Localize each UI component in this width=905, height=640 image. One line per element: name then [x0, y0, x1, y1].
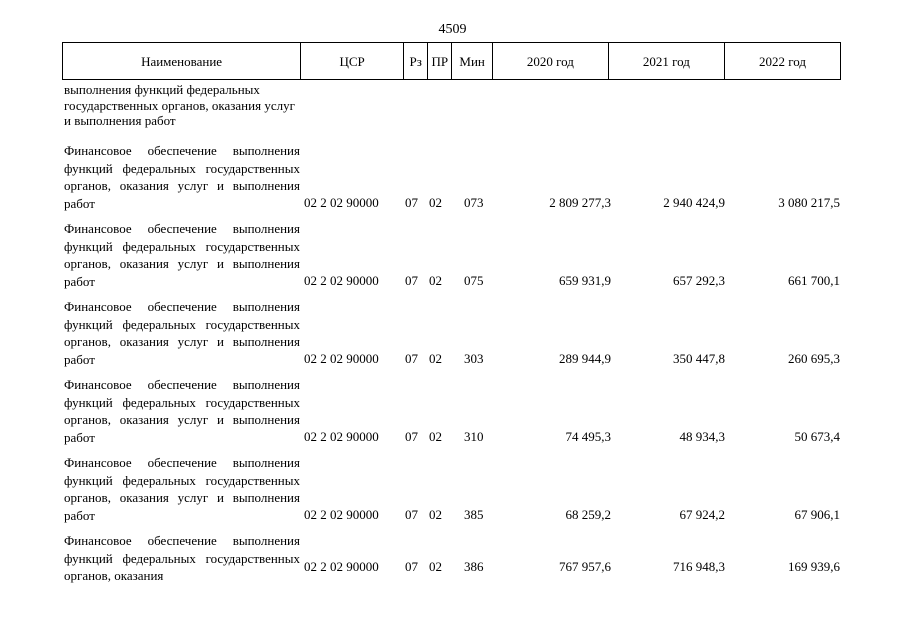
header-year-2022: 2022 год — [724, 43, 840, 80]
header-csr: ЦСР — [301, 43, 404, 80]
row-value-2021: 48 934,3 — [679, 429, 725, 444]
row-value-2020: 74 495,3 — [565, 429, 611, 444]
row-value-2021: 716 948,3 — [673, 559, 725, 574]
table-row — [0, 532, 905, 602]
row-name: Финансовое обеспечение выполнения функций федеральных государственных органов, оказания услуг и выполнения работ — [64, 377, 300, 445]
row-rz: 07 — [405, 507, 418, 522]
row-pr: 02 — [429, 351, 442, 366]
row-rz: 07 — [405, 195, 418, 210]
row-csr: 02 2 02 90000 — [304, 507, 379, 522]
row-name: Финансовое обеспечение выполнения функций федеральных государственных органов, оказания услуг и выполнения работ — [64, 221, 300, 289]
header-pr: ПР — [428, 43, 452, 80]
row-value-2022: 661 700,1 — [788, 273, 840, 288]
row-value-2021: 67 924,2 — [679, 507, 725, 522]
row-value-2020: 659 931,9 — [559, 273, 611, 288]
header-year-2021: 2021 год — [608, 43, 724, 80]
row-min: 075 — [464, 273, 484, 288]
row-min: 386 — [464, 559, 484, 574]
row-pr: 02 — [429, 429, 442, 444]
row-value-2020: 767 957,6 — [559, 559, 611, 574]
header-min: Мин — [452, 43, 492, 80]
row-csr: 02 2 02 90000 — [304, 429, 379, 444]
table-header — [62, 42, 841, 80]
row-name: Финансовое обеспечение выполнения функций федеральных государственных органов, оказания услуг и выполнения работ — [64, 143, 300, 211]
row-csr: 02 2 02 90000 — [304, 195, 379, 210]
row-value-2022: 3 080 217,5 — [778, 195, 840, 210]
row-value-2020: 289 944,9 — [559, 351, 611, 366]
row-value-2020: 2 809 277,3 — [549, 195, 611, 210]
row-csr: 02 2 02 90000 — [304, 273, 379, 288]
table-row — [0, 376, 905, 446]
continuation-text: выполнения функций федеральных государственных органов, оказания услуг и выполнения работ — [64, 82, 295, 128]
row-min: 303 — [464, 351, 484, 366]
header-rz: Рз — [404, 43, 428, 80]
row-pr: 02 — [429, 507, 442, 522]
row-pr: 02 — [429, 273, 442, 288]
row-min: 385 — [464, 507, 484, 522]
row-value-2022: 260 695,3 — [788, 351, 840, 366]
row-rz: 07 — [405, 273, 418, 288]
row-rz: 07 — [405, 351, 418, 366]
row-value-2022: 169 939,6 — [788, 559, 840, 574]
row-value-2021: 350 447,8 — [673, 351, 725, 366]
table-row — [0, 220, 905, 290]
header-name: Наименование — [63, 43, 301, 80]
row-csr: 02 2 02 90000 — [304, 559, 379, 574]
row-min: 073 — [464, 195, 484, 210]
row-name: Финансовое обеспечение выполнения функций федеральных государственных органов, оказания — [64, 533, 300, 583]
row-rz: 07 — [405, 429, 418, 444]
row-pr: 02 — [429, 195, 442, 210]
row-value-2022: 67 906,1 — [794, 507, 840, 522]
row-value-2020: 68 259,2 — [565, 507, 611, 522]
table-row — [0, 298, 905, 368]
table-row — [0, 142, 905, 212]
row-min: 310 — [464, 429, 484, 444]
table-row — [0, 454, 905, 524]
row-value-2021: 2 940 424,9 — [663, 195, 725, 210]
row-name: Финансовое обеспечение выполнения функций федеральных государственных органов, оказания услуг и выполнения работ — [64, 299, 300, 367]
header-year-2020: 2020 год — [492, 43, 608, 80]
row-pr: 02 — [429, 559, 442, 574]
row-value-2021: 657 292,3 — [673, 273, 725, 288]
row-value-2022: 50 673,4 — [794, 429, 840, 444]
row-csr: 02 2 02 90000 — [304, 351, 379, 366]
page-number: 4509 — [438, 22, 467, 37]
row-name: Финансовое обеспечение выполнения функций федеральных государственных органов, оказания услуг и выполнения работ — [64, 455, 300, 523]
row-rz: 07 — [405, 559, 418, 574]
